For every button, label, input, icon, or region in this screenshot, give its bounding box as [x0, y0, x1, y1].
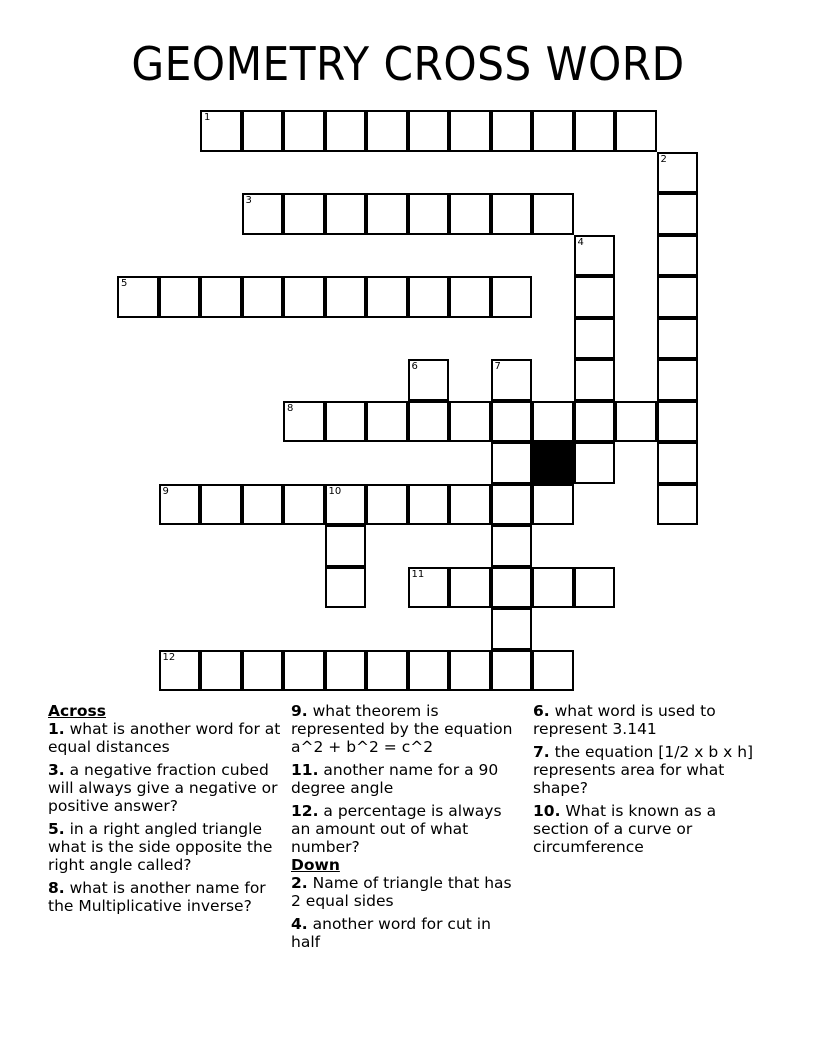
crossword-cell[interactable] — [325, 401, 367, 443]
crossword-cell[interactable] — [491, 276, 533, 318]
crossword-cell[interactable] — [574, 235, 616, 277]
crossword-cell[interactable] — [242, 650, 284, 692]
crossword-cell[interactable] — [532, 401, 574, 443]
crossword-cell[interactable] — [325, 276, 367, 318]
clue-text: what is another name for the Multiplicative inverse? — [48, 879, 266, 915]
crossword-cell[interactable] — [366, 484, 408, 526]
crossword-cell[interactable] — [491, 567, 533, 609]
crossword-cell[interactable] — [491, 484, 533, 526]
clue-down-2 — [291, 874, 517, 910]
clue-number: 3. — [48, 761, 65, 779]
clue-across-11 — [291, 761, 517, 797]
crossword-cell[interactable] — [574, 567, 616, 609]
crossword-cell[interactable] — [159, 484, 201, 526]
crossword-cell[interactable] — [325, 193, 367, 235]
crossword-cell[interactable] — [283, 276, 325, 318]
page-title: GEOMETRY CROSS WORD — [131, 37, 685, 91]
crossword-cell[interactable] — [325, 650, 367, 692]
cell-number: 7 — [494, 361, 501, 372]
crossword-cell[interactable] — [491, 608, 533, 650]
clue-across-9 — [291, 702, 517, 756]
clue-text: a percentage is always an amount out of what number? — [291, 802, 502, 856]
crossword-cell[interactable] — [574, 442, 616, 484]
crossword-cell[interactable] — [408, 484, 450, 526]
crossword-cell[interactable] — [657, 359, 699, 401]
crossword-cell[interactable] — [325, 525, 367, 567]
clue-across-12 — [291, 802, 517, 856]
crossword-cell[interactable] — [117, 276, 159, 318]
crossword-cell[interactable] — [657, 276, 699, 318]
crossword-cell[interactable] — [574, 359, 616, 401]
clue-text: what theorem is represented by the equation a^2 + b^2 = c^2 — [291, 702, 513, 756]
clue-number: 11. — [291, 761, 319, 779]
crossword-cell[interactable] — [491, 110, 533, 152]
clue-text: in a right angled triangle what is the side opposite the right angle called? — [48, 820, 273, 874]
clue-across-1 — [48, 720, 282, 756]
clue-down-10 — [533, 802, 767, 856]
clue-number: 6. — [533, 702, 550, 720]
crossword-cell[interactable] — [532, 193, 574, 235]
clue-number: 12. — [291, 802, 319, 820]
crossword-cell[interactable] — [283, 193, 325, 235]
crossword-cell[interactable] — [283, 401, 325, 443]
clue-text: another word for cut in half — [291, 915, 491, 951]
clue-text: What is known as a section of a curve or circumference — [533, 802, 717, 856]
crossword-cell[interactable] — [366, 276, 408, 318]
clue-text: another name for a 90 degree angle — [291, 761, 499, 797]
clue-text: the equation [1/2 x b x h] represents area for what shape? — [533, 743, 754, 797]
crossword-cell[interactable] — [574, 318, 616, 360]
crossword-cell[interactable] — [491, 193, 533, 235]
clue-number: 10. — [533, 802, 561, 820]
clue-down-4 — [291, 915, 517, 951]
clue-text: what is another word for at equal distances — [48, 720, 281, 756]
clue-number: 2. — [291, 874, 308, 892]
crossword-cell[interactable] — [283, 484, 325, 526]
clues-column-3 — [533, 702, 767, 861]
crossword-cell[interactable] — [657, 318, 699, 360]
clue-number: 8. — [48, 879, 65, 897]
crossword-cell[interactable] — [408, 359, 450, 401]
crossword-cell[interactable] — [449, 484, 491, 526]
crossword-cell[interactable] — [408, 110, 450, 152]
crossword-cell[interactable] — [449, 401, 491, 443]
crossword-cell[interactable] — [574, 110, 616, 152]
crossword-cell[interactable] — [200, 484, 242, 526]
crossword-cell[interactable] — [574, 401, 616, 443]
crossword-cell[interactable] — [449, 650, 491, 692]
cell-number: 10 — [328, 485, 342, 497]
clue-number: 7. — [533, 743, 550, 761]
crossword-cell[interactable] — [242, 193, 284, 235]
crossword-cell[interactable] — [657, 442, 699, 484]
clue-number: 1. — [48, 720, 65, 738]
crossword-cell[interactable] — [491, 442, 533, 484]
crossword-cell[interactable] — [159, 276, 201, 318]
cell-number: 4 — [577, 236, 584, 248]
crossword-cell[interactable] — [615, 110, 657, 152]
crossword-cell[interactable] — [366, 110, 408, 152]
crossword-cell[interactable] — [325, 110, 367, 152]
cell-number: 6 — [411, 361, 418, 372]
clue-across-3 — [48, 761, 282, 815]
down-heading: Down — [291, 856, 340, 874]
crossword-cell[interactable] — [449, 276, 491, 318]
cell-number: 9 — [162, 485, 169, 497]
crossword-cell[interactable] — [283, 650, 325, 692]
crossword-cell[interactable] — [200, 276, 242, 318]
crossword-cell[interactable] — [408, 276, 450, 318]
cell-number: 2 — [660, 153, 667, 165]
clues-column-2 — [291, 702, 517, 956]
crossword-cell[interactable] — [532, 567, 574, 609]
crossword-cell[interactable] — [657, 484, 699, 526]
crossword-cell[interactable] — [615, 401, 657, 443]
cell-number: 8 — [287, 402, 294, 414]
crossword-cell[interactable] — [532, 484, 574, 526]
clues-column-1 — [48, 702, 282, 920]
crossword-cell[interactable] — [657, 235, 699, 277]
crossword-cell[interactable] — [491, 401, 533, 443]
crossword-cell[interactable] — [366, 193, 408, 235]
clue-number: 4. — [291, 915, 308, 933]
cell-number: 1 — [204, 112, 211, 123]
clue-text: a negative fraction cubed will always give a negative or positive answer? — [48, 761, 278, 815]
clue-text: what word is used to represent 3.141 — [533, 702, 716, 738]
clue-across-5 — [48, 820, 282, 874]
crossword-cell[interactable] — [159, 650, 201, 692]
across-heading: Across — [48, 702, 106, 720]
crossword-cell[interactable] — [657, 152, 699, 194]
crossword-cell[interactable] — [408, 401, 450, 443]
crossword-cell[interactable] — [325, 567, 367, 609]
crossword-cell[interactable] — [242, 484, 284, 526]
clue-down-7 — [533, 743, 767, 797]
cell-number: 11 — [411, 568, 425, 580]
cell-number: 5 — [121, 278, 128, 289]
crossword-cell[interactable] — [574, 276, 616, 318]
cell-number: 3 — [245, 195, 252, 206]
crossword-cell[interactable] — [200, 110, 242, 152]
crossword-cell[interactable] — [283, 110, 325, 152]
crossword-cell[interactable] — [242, 110, 284, 152]
crossword-cell[interactable] — [657, 193, 699, 235]
blocked-cell — [532, 442, 574, 484]
crossword-cell[interactable] — [491, 525, 533, 567]
crossword-cell[interactable] — [532, 650, 574, 692]
crossword-cell[interactable] — [366, 401, 408, 443]
crossword-cell[interactable] — [366, 650, 408, 692]
clue-down-6 — [533, 702, 767, 738]
crossword-cell[interactable] — [449, 110, 491, 152]
crossword-cell[interactable] — [200, 650, 242, 692]
clue-text: Name of triangle that has 2 equal sides — [291, 874, 512, 910]
crossword-cell[interactable] — [408, 567, 450, 609]
crossword-cell[interactable] — [449, 193, 491, 235]
crossword-cell[interactable] — [325, 484, 367, 526]
crossword-cell[interactable] — [408, 193, 450, 235]
crossword-cell[interactable] — [491, 650, 533, 692]
crossword-cell[interactable] — [242, 276, 284, 318]
clue-number: 5. — [48, 820, 65, 838]
crossword-cell[interactable] — [532, 110, 574, 152]
crossword-cell[interactable] — [449, 567, 491, 609]
clue-across-8 — [48, 879, 282, 915]
crossword-cell[interactable] — [491, 359, 533, 401]
clue-number: 9. — [291, 702, 308, 720]
crossword-cell[interactable] — [657, 401, 699, 443]
crossword-cell[interactable] — [408, 650, 450, 692]
cell-number: 12 — [162, 651, 176, 663]
